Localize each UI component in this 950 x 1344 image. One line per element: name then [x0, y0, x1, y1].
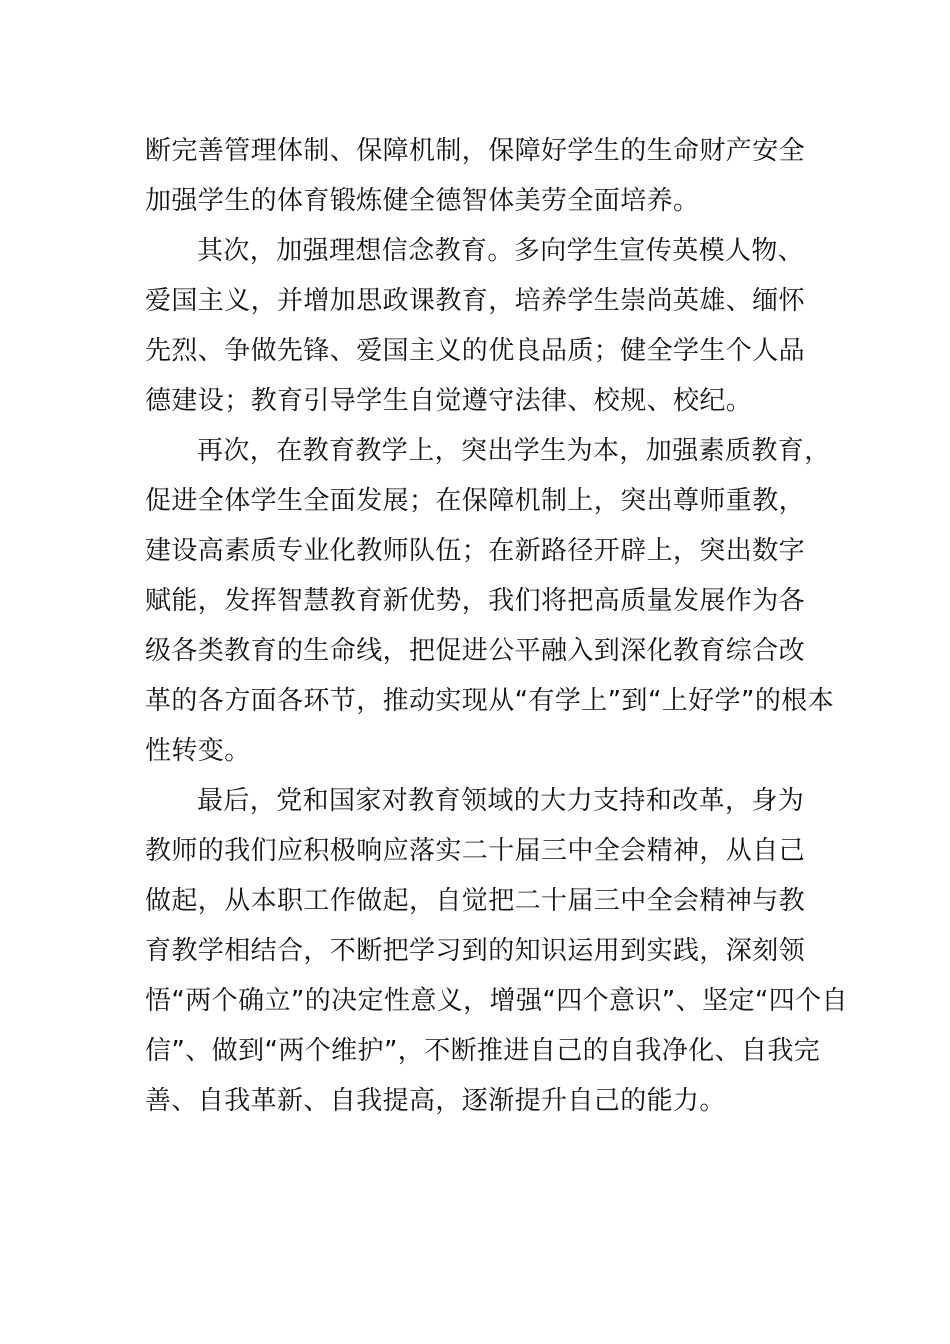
text-line-11: 级各类教育的生命线，把促进公平融入到深化教育综合改	[145, 636, 806, 666]
text-line-17: 育教学相结合，不断把学习到的知识运用到实践，深刻领	[145, 936, 806, 966]
text-line-9: 建设高素质专业化教师队伍；在新路径开辟上，突出数字	[145, 536, 806, 566]
text-line-10: 赋能，发挥智慧教育新优势，我们将把高质量发展作为各	[145, 586, 806, 616]
paragraph-start-line: 最后，党和国家对教育领域的大力支持和改革，身为	[197, 786, 805, 816]
text-line-19: 信”、做到“两个维护”，不断推进自己的自我净化、自我完	[145, 1036, 821, 1066]
paragraph-start-line: 再次，在教育教学上，突出学生为本，加强素质教育，	[197, 436, 831, 466]
document-body	[145, 126, 848, 1126]
text-line-2: 加强学生的体育锻炼健全德智体美劳全面培养。	[145, 186, 700, 216]
text-line-15: 教师的我们应积极响应落实二十届三中全会精神，从自己	[145, 836, 806, 866]
text-line-6: 德建设；教育引导学生自觉遵守法律、校规、校纪。	[145, 386, 753, 416]
text-line-18: 悟“两个确立”的决定性意义，增强“四个意识”、坚定“四个自	[145, 986, 848, 1016]
text-line-8: 促进全体学生全面发展；在保障机制上，突出尊师重教，	[145, 486, 806, 516]
text-line-1: 断完善管理体制、保障机制，保障好学生的生命财产安全	[145, 136, 806, 166]
text-line-5: 先烈、争做先锋、爱国主义的优良品质；健全学生个人品	[145, 336, 806, 366]
text-line-16: 做起，从本职工作做起，自觉把二十届三中全会精神与教	[145, 886, 806, 916]
text-line-13: 性转变。	[145, 736, 251, 766]
paragraph-start-line: 其次，加强理想信念教育。多向学生宣传英模人物、	[197, 236, 805, 266]
text-line-12: 革的各方面各环节，推动实现从“有学上”到“上好学”的根本	[145, 686, 835, 716]
text-line-20: 善、自我革新、自我提高，逐渐提升自己的能力。	[145, 1086, 726, 1116]
text-line-4: 爱国主义，并增加思政课教育，培养学生崇尚英雄、缅怀	[145, 286, 806, 316]
